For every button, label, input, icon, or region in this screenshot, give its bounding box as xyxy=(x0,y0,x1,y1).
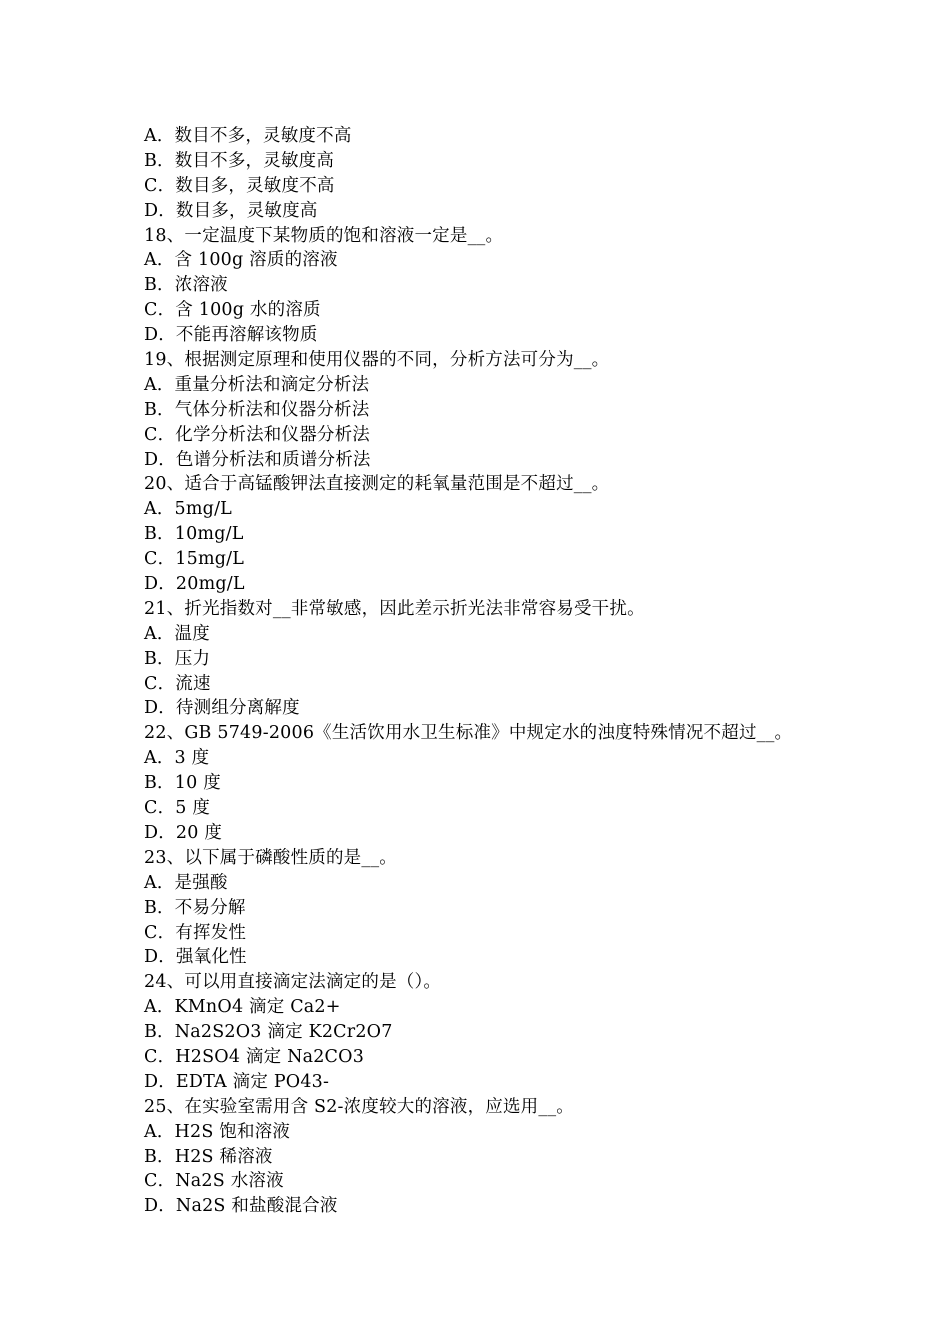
option-line: D．待测组分离解度 xyxy=(144,698,300,719)
option-line: B．数目不多，灵敏度高 xyxy=(144,150,335,171)
option-line: B．压力 xyxy=(144,648,211,669)
option-line: B．10mg/L xyxy=(144,524,244,545)
option-line: A．3 度 xyxy=(144,748,210,769)
option-line: D．Na2S 和盐酸混合液 xyxy=(144,1196,338,1217)
option-line: A．数目不多，灵敏度不高 xyxy=(144,126,352,146)
option-line: A．5mg/L xyxy=(144,499,232,520)
option-line: D．EDTA 滴定 PO43- xyxy=(144,1071,330,1092)
option-line: B．10 度 xyxy=(144,773,221,794)
question-line: 19、根据测定原理和使用仪器的不同，分析方法可分为__。 xyxy=(144,350,610,371)
option-line: C．15mg/L xyxy=(144,549,245,570)
question-line: 25、在实验室需用含 S2-浓度较大的溶液，应选用__。 xyxy=(144,1096,574,1117)
question-line: 20、适合于高锰酸钾法直接测定的耗氧量范围是不超过__。 xyxy=(144,474,610,495)
option-line: C．数目多，灵敏度不高 xyxy=(144,175,335,196)
option-line: A．H2S 饱和溶液 xyxy=(144,1121,291,1142)
option-line: D．数目多，灵敏度高 xyxy=(144,200,318,221)
option-line: A．KMnO4 滴定 Ca2+ xyxy=(144,997,341,1018)
option-line: C．含 100g 水的溶质 xyxy=(144,300,321,321)
option-line: C．H2SO4 滴定 Na2CO3 xyxy=(144,1046,365,1067)
option-line: A．是强酸 xyxy=(144,872,228,893)
option-line: B．气体分析法和仪器分析法 xyxy=(144,399,370,420)
option-line: C．Na2S 水溶液 xyxy=(144,1171,284,1192)
option-line: D．色谱分析法和质谱分析法 xyxy=(144,449,371,470)
question-line: 23、以下属于磷酸性质的是__。 xyxy=(144,847,397,868)
question-list xyxy=(144,124,824,1219)
option-line: A．重量分析法和滴定分析法 xyxy=(144,374,370,395)
option-line: C．化学分析法和仪器分析法 xyxy=(144,424,370,445)
option-line: A．含 100g 溶质的溶液 xyxy=(144,250,338,271)
question-line: 18、一定温度下某物质的饱和溶液一定是__。 xyxy=(144,225,504,246)
option-line: C．有挥发性 xyxy=(144,922,247,943)
option-line: C．5 度 xyxy=(144,798,211,819)
option-line: B．不易分解 xyxy=(144,897,246,918)
option-line: B．浓溶液 xyxy=(144,275,228,296)
option-line: C．流速 xyxy=(144,673,211,694)
option-line: D．20 度 xyxy=(144,822,223,843)
question-line: 22、GB 5749-2006《生活饮用水卫生标准》中规定水的浊度特殊情况不超过__。 xyxy=(144,723,793,744)
option-line: D．不能再溶解该物质 xyxy=(144,325,318,346)
option-line: D．20mg/L xyxy=(144,574,245,595)
option-line: D．强氧化性 xyxy=(144,947,247,968)
question-line: 24、可以用直接滴定法滴定的是（）。 xyxy=(144,972,442,993)
option-line: B．Na2S2O3 滴定 K2Cr2O7 xyxy=(144,1022,393,1043)
option-line: B．H2S 稀溶液 xyxy=(144,1146,273,1167)
option-line: A．温度 xyxy=(144,623,210,644)
question-line: 21、折光指数对__非常敏感，因此差示折光法非常容易受干扰。 xyxy=(144,598,645,619)
